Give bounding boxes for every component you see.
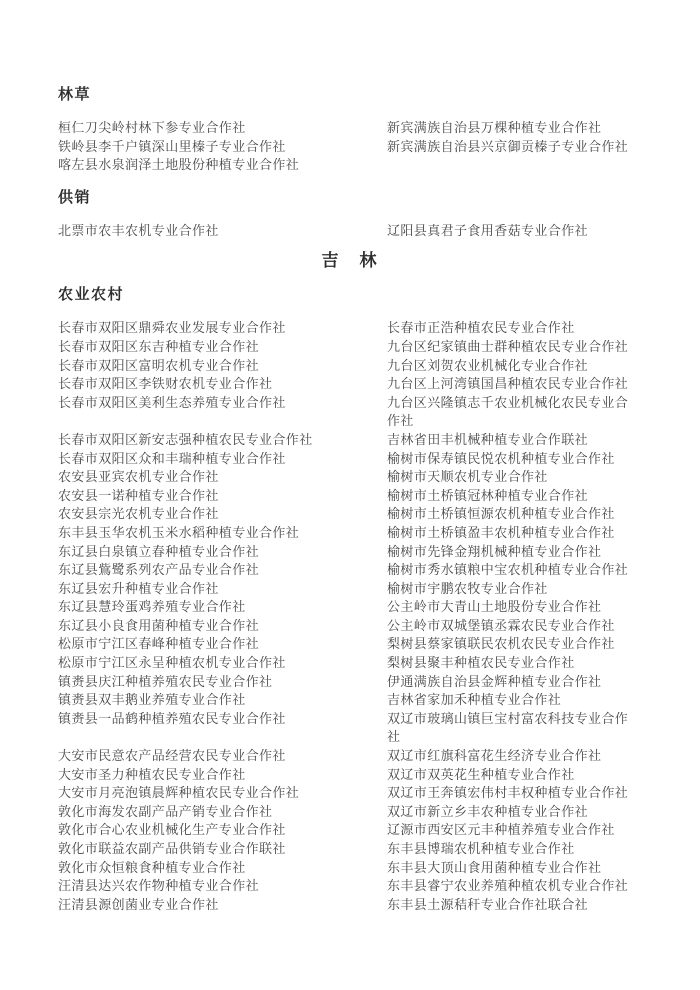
coop-row (58, 654, 642, 673)
coop-row (58, 543, 642, 562)
coop-row (58, 896, 642, 915)
coop-name-left: 东辽县小良食用菌种植专业合作社 (58, 617, 260, 633)
coop-row (58, 691, 642, 710)
coop-name-left: 汪清县源创菌业专业合作社 (58, 896, 219, 912)
forestry-grassland-rows (58, 119, 642, 175)
coop-row (58, 468, 642, 487)
coop-row (58, 561, 642, 580)
coop-name-left: 长春市双阳区东吉种植专业合作社 (58, 338, 260, 354)
section-forestry-grassland (58, 86, 642, 175)
coop-name-right: 榆树市宇鹏农牧专业合作社 (387, 580, 548, 596)
coop-name-left: 长春市双阳区新安志强种植农民专业合作社 (58, 431, 313, 447)
coop-name-right: 榆树市保寿镇民悦农机种植专业合作社 (387, 450, 615, 466)
coop-row (58, 487, 642, 506)
coop-row (58, 156, 642, 175)
coop-name-left: 敦化市合心农业机械化生产专业合作社 (58, 822, 286, 838)
coop-row (58, 524, 642, 543)
section-heading-agriculture-rural: 农业农村 (58, 287, 125, 304)
coop-row (58, 119, 642, 138)
coop-name-right: 榆树市土桥镇恒源农机种植专业合作社 (387, 506, 615, 522)
coop-row (58, 821, 642, 840)
coop-row (58, 222, 642, 241)
coop-row (58, 505, 642, 524)
coop-name-left: 敦化市众恒粮食种植专业合作社 (58, 859, 246, 875)
province-heading: 吉 林 (321, 251, 379, 271)
coop-name-right: 东丰县睿宁农业养殖种植农机专业合作社 (387, 878, 629, 894)
coop-name-right: 双辽市新立乡丰农种植专业合作社 (387, 803, 589, 819)
coop-row (58, 673, 642, 692)
coop-row (58, 766, 642, 785)
coop-name-left: 桓仁刀尖岭村林下参专业合作社 (58, 120, 246, 135)
coop-name-right: 辽阳县真君子食用香菇专业合作社 (387, 222, 589, 238)
coop-name-right: 九台区兴隆镇志千农业机械化农民专业合作社 (387, 394, 629, 429)
coop-row (58, 877, 642, 896)
coop-name-right: 九台区纪家镇曲士群种植农民专业合作社 (387, 338, 629, 354)
coop-name-right: 公主岭市双城堡镇丞霖农民专业合作社 (387, 617, 615, 633)
coop-row (58, 431, 642, 450)
coop-row (58, 859, 642, 878)
coop-row (58, 394, 642, 431)
coop-name-left: 东辽县宏升种植专业合作社 (58, 580, 219, 596)
coop-row (58, 635, 642, 654)
coop-name-left: 敦化市联益农副产品供销专业合作联社 (58, 841, 286, 856)
coop-name-right: 双辽市双英花生种植专业合作社 (387, 766, 575, 782)
coop-name-right: 吉林省田丰机械种植专业合作联社 (387, 431, 589, 447)
coop-name-left: 松原市宁江区永呈种植农机专业合作社 (58, 655, 286, 671)
coop-name-right: 辽源市西安区元丰种植养殖专业合作社 (387, 822, 615, 838)
coop-name-left: 农安县宗光农机专业合作社 (58, 506, 219, 522)
coop-name-left: 镇赉县双丰鹅业养殖专业合作社 (58, 692, 246, 708)
coop-name-right: 东丰县大顶山食用菌种植专业合作社 (387, 859, 602, 875)
coop-row (58, 319, 642, 338)
coop-name-right: 长春市正浩种植农民专业合作社 (387, 320, 575, 336)
section-supply-marketing (58, 189, 642, 241)
coop-name-left: 长春市双阳区富明农机专业合作社 (58, 357, 260, 373)
coop-name-left: 东辽县鴜鹭系列农产品专业合作社 (58, 562, 260, 578)
coop-row (58, 138, 642, 157)
coop-row (58, 338, 642, 357)
coop-name-right: 榆树市土桥镇盈丰农机种植专业合作社 (387, 524, 615, 540)
coop-row (58, 803, 642, 822)
coop-name-left: 北票市农丰农机专业合作社 (58, 222, 219, 238)
coop-row (58, 710, 642, 747)
coop-name-left: 大安市圣力种植农民专业合作社 (58, 766, 246, 782)
coop-name-left: 大安市月亮泡镇晨辉种植农民专业合作社 (58, 785, 300, 801)
coop-name-left: 农安县亚宾农机专业合作社 (58, 469, 219, 485)
coop-name-left: 敦化市海发农副产品产销专业合作社 (58, 803, 273, 819)
coop-name-right: 双辽市红旗科富花生经济专业合作社 (387, 748, 602, 764)
coop-name-right: 榆树市秀水镇粮中宝农机种植专业合作社 (387, 562, 629, 578)
coop-name-right: 九台区上河湾镇国昌种植农民专业合作社 (387, 376, 629, 392)
coop-name-right: 新宾满族自治县兴京御贡榛子专业合作社 (387, 138, 629, 154)
coop-name-left: 长春市双阳区众和丰瑞种植专业合作社 (58, 450, 286, 466)
coop-name-right: 伊通满族自治县金辉种植专业合作社 (387, 673, 602, 689)
coop-name-left: 东丰县玉华农机玉米水稻种植专业合作社 (58, 524, 300, 540)
coop-name-left: 农安县一诺种植专业合作社 (58, 487, 219, 503)
coop-name-right: 东丰县博瑞农机种植专业合作社 (387, 841, 575, 856)
coop-name-right: 梨树县蔡家镇联民农机农民专业合作社 (387, 636, 615, 652)
coop-name-right: 新宾满族自治县万棵种植专业合作社 (387, 120, 602, 135)
coop-name-left: 汪清县达兴农作物种植专业合作社 (58, 878, 260, 894)
coop-row (58, 617, 642, 636)
coop-name-right: 榆树市先锋金翔机械种植专业合作社 (387, 543, 602, 559)
coop-name-left: 长春市双阳区美利生态养殖专业合作社 (58, 394, 286, 410)
coop-name-left: 松原市宁江区春峰种植专业合作社 (58, 636, 260, 652)
coop-row (58, 598, 642, 617)
coop-row (58, 580, 642, 599)
agriculture-rural-rows (58, 319, 642, 914)
coop-row (58, 450, 642, 469)
coop-row (58, 747, 642, 766)
coop-name-right: 榆树市土桥镇冠林种植专业合作社 (387, 487, 589, 503)
coop-name-right: 九台区刘贺农业机械化专业合作社 (387, 357, 589, 373)
coop-name-left: 长春市双阳区李铁财农机专业合作社 (58, 376, 273, 392)
coop-row (58, 784, 642, 803)
coop-name-left: 铁岭县李千户镇深山里榛子专业合作社 (58, 138, 286, 154)
coop-name-left: 镇赉县一品鹤种植养殖农民专业合作社 (58, 710, 286, 726)
coop-name-right: 吉林省家加禾种植专业合作社 (387, 692, 562, 708)
coop-name-left: 镇赉县庆江种植养殖农民专业合作社 (58, 673, 273, 689)
coop-name-right: 榆树市天顺农机专业合作社 (387, 469, 548, 485)
coop-name-right: 公主岭市大青山土地股份专业合作社 (387, 599, 602, 615)
coop-name-left: 喀左县水泉润泽土地股份种植专业合作社 (58, 157, 300, 173)
section-heading-supply-marketing: 供销 (58, 189, 92, 206)
supply-marketing-rows (58, 222, 642, 241)
coop-name-right: 双辽市王奔镇宏伟村丰权种植专业合作社 (387, 785, 629, 801)
coop-row (58, 375, 642, 394)
coop-name-right: 梨树县聚丰种植农民专业合作社 (387, 655, 575, 671)
coop-name-right: 双辽市玻璃山镇巨宝村富农科技专业合作社 (387, 710, 629, 745)
coop-name-left: 大安市民意农产品经营农民专业合作社 (58, 748, 286, 764)
coop-name-right: 东丰县土源秸秆专业合作社联合社 (387, 896, 589, 912)
coop-name-left: 长春市双阳区鼎舜农业发展专业合作社 (58, 320, 286, 336)
coop-row (58, 840, 642, 859)
section-heading-forestry-grassland: 林草 (58, 87, 92, 103)
coop-row (58, 357, 642, 376)
coop-name-left: 东辽县白泉镇立春种植专业合作社 (58, 543, 260, 559)
coop-name-left: 东辽县慧玲蛋鸡养殖专业合作社 (58, 599, 246, 615)
section-agriculture-rural (58, 286, 642, 914)
